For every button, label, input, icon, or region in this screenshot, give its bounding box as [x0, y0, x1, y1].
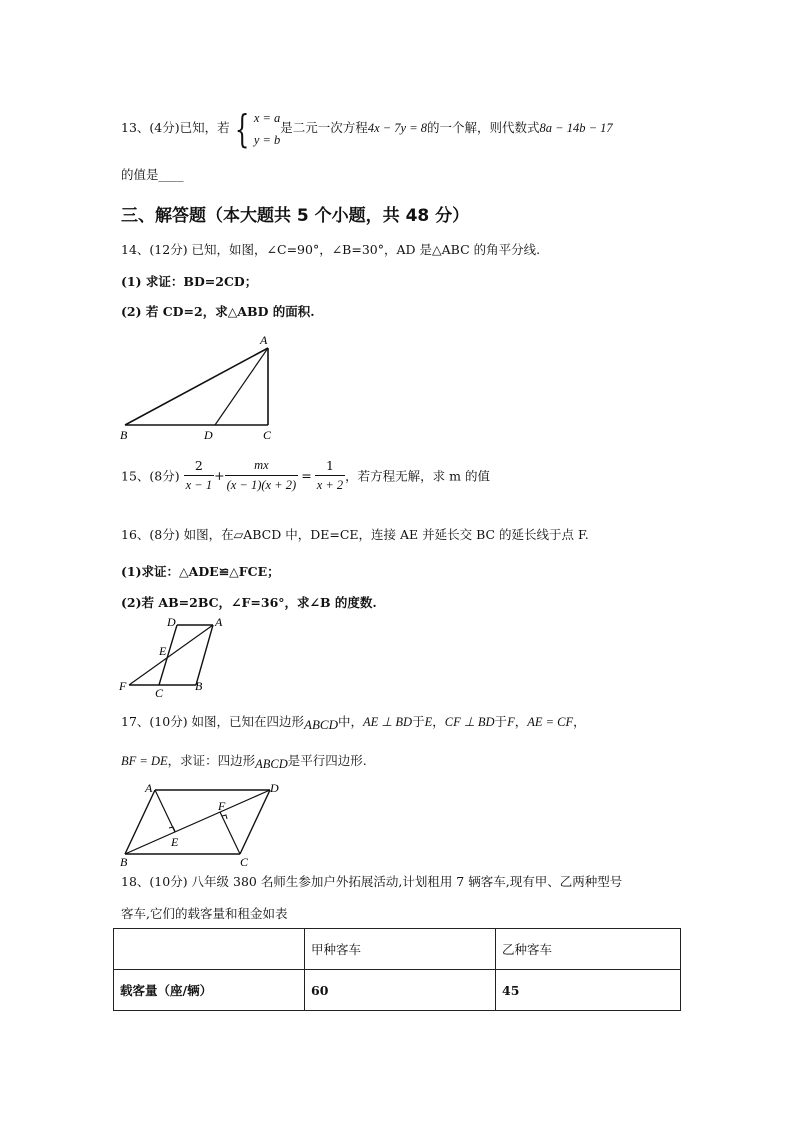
q13-line1 [121, 106, 613, 150]
q14-part1: (1) 求证：BD=2CD； [121, 274, 258, 289]
q13-middle: 是二元一次方程 [280, 120, 368, 135]
fraction-2-denominator: (x − 1)(x + 2) [225, 475, 299, 493]
segment-CF [220, 812, 240, 854]
table-header-row [114, 929, 681, 970]
q14-stem: 14、(12分) 已知，如图，∠C=90°，∠B=30°，AD 是△ABC 的角平分线. [121, 242, 541, 257]
table-header-cell: 乙种客车 [496, 929, 681, 970]
label-A: A [145, 781, 153, 795]
q15-prefix: 15、(8分) [121, 468, 180, 484]
fraction-1 [184, 458, 214, 493]
q13-suffix: 的一个解，则代数式 [427, 120, 540, 135]
q17-cond3: AE = CF [527, 715, 574, 729]
label-C: C [240, 855, 249, 869]
table-cell: 60 [305, 970, 496, 1011]
q16-parallelogram-figure [115, 615, 230, 700]
label-D: D [270, 781, 279, 795]
segment-AB [196, 625, 213, 685]
fraction-3 [315, 458, 345, 493]
equation-system [254, 107, 280, 151]
q17-line2-end: 是平行四边形. [287, 753, 367, 768]
fraction-3-numerator: 1 [325, 458, 334, 473]
q17-comma3: ， [573, 714, 586, 729]
label-C: C [263, 428, 272, 442]
q16-stem: 16、(8分) 如图，在▱ABCD 中，DE=CE，连接 AE 并延长交 BC 的延长线于点 F. [121, 527, 589, 542]
label-E: E [171, 835, 179, 849]
segment-AE [155, 790, 175, 832]
q17-line1 [121, 712, 586, 730]
fraction-1-denominator: x − 1 [184, 475, 214, 493]
q17-line2 [121, 751, 367, 769]
q13-expression: 8a − 14b − 17 [539, 121, 613, 135]
segment-AF [129, 625, 213, 685]
q16-part2: (2)若 AB=2BC，∠F=36°，求∠B 的度数. [121, 595, 377, 610]
label-D: D [204, 428, 213, 442]
label-B: B [195, 679, 203, 693]
label-F: F [119, 679, 127, 693]
label-E: E [159, 644, 167, 658]
equals-sign: = [301, 468, 312, 483]
system-brace: { [234, 106, 249, 151]
q17-cond4: BF = DE [121, 754, 168, 768]
q17-comma2: ， [514, 714, 528, 729]
diagonal-BD [125, 790, 270, 854]
label-F: F [218, 799, 226, 813]
fraction-2 [225, 458, 299, 493]
label-D: D [167, 615, 176, 629]
label-B: B [120, 855, 128, 869]
table-cell: 载客量（座/辆） [114, 970, 305, 1011]
segment-AB [125, 348, 268, 425]
label-C: C [155, 686, 164, 700]
segment-DC [240, 790, 270, 854]
q17-comma1: ， [432, 714, 445, 729]
rental-table [113, 928, 681, 1011]
q13-line2: 的值是____ [121, 167, 184, 182]
section-heading: 三、解答题（本大题共 5 个小题，共 48 分） [121, 206, 470, 226]
q15-suffix: ，若方程无解，求 m 的值 [345, 468, 490, 484]
plus-sign: + [214, 468, 225, 483]
q17-quad: ABCD [304, 717, 338, 732]
label-A: A [215, 615, 223, 629]
q15-line [121, 458, 490, 493]
label-A: A [260, 333, 268, 347]
q17-quadrilateral-figure [112, 778, 287, 870]
fraction-3-denominator: x + 2 [315, 475, 345, 493]
q17-f: F [507, 715, 515, 729]
system-line-2: y = b [253, 132, 281, 147]
q17-cond1: AE ⊥ BD [363, 715, 413, 729]
q17-zhong: 中， [338, 714, 364, 729]
q17-intro: 17、(10分) 如图，已知在四边形 [121, 714, 305, 729]
fraction-1-numerator: 2 [194, 458, 203, 473]
q17-cond2: CF ⊥ BD [444, 715, 495, 729]
segment-AB [125, 790, 155, 854]
segment-AD [215, 348, 268, 425]
table-cell: 45 [496, 970, 681, 1011]
parallelogram-ABCD [161, 623, 197, 685]
q17-yu2: 于 [494, 714, 508, 729]
q17-yu1: 于 [412, 714, 425, 729]
table-header-cell: 甲种客车 [305, 929, 496, 970]
q17-quad2: ABCD [255, 757, 288, 771]
fraction-2-numerator: mx [254, 458, 269, 472]
q14-part2: (2) 若 CD=2，求△ABD 的面积. [121, 304, 315, 319]
q13-equation: 4x − 7y = 8 [367, 121, 428, 135]
system-line-1: x = a [253, 110, 281, 125]
q16-part1: (1)求证：△ADE≌△FCE； [121, 564, 280, 579]
q14-triangle-figure [110, 330, 290, 445]
q13-prefix: 13、(4分)已知，若 [121, 120, 230, 135]
q17-e: E [424, 715, 433, 729]
table-row [114, 970, 681, 1011]
label-B: B [120, 428, 128, 442]
q17-line2-text: ，求证：四边形 [167, 753, 256, 768]
table-header-cell [114, 929, 305, 970]
q18-line2: 客车,它们的载客量和租金如表 [121, 906, 288, 921]
q18-line1: 18、(10分) 八年级 380 名师生参加户外拓展活动,计划租用 7 辆客车,现有甲、乙两种型号 [121, 874, 623, 889]
